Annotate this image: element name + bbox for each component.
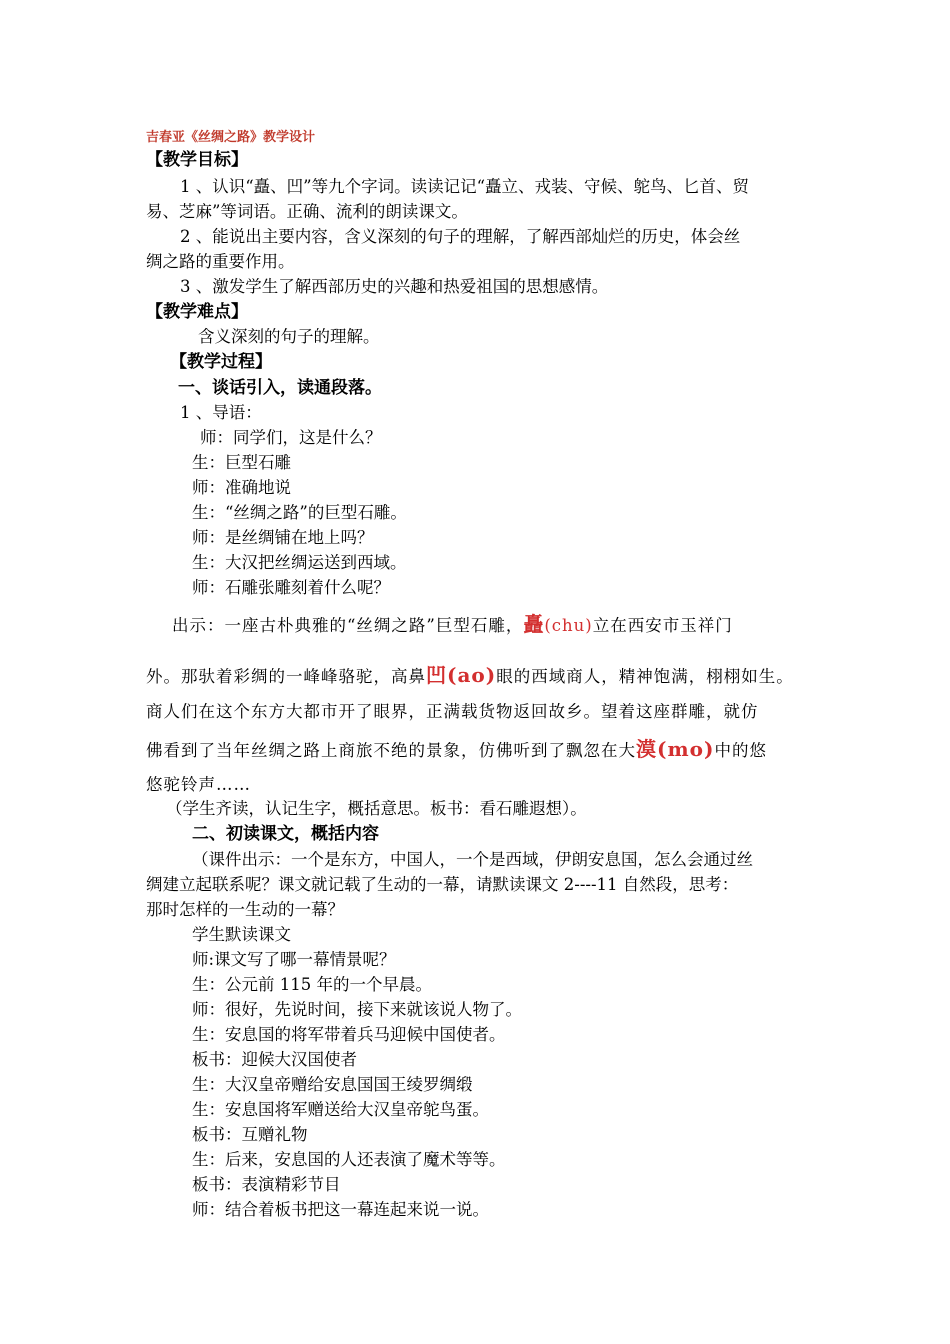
objective-2-line-2: 绸之路的重要作用。 bbox=[146, 252, 295, 271]
part2-line: 师:课文写了哪一幕情景呢？ bbox=[192, 950, 396, 969]
show-text: 眼的西域商人，精神饱满，栩栩如生。 bbox=[496, 667, 794, 686]
highlight-char: 矗 bbox=[523, 612, 545, 636]
dialog-line: 生：巨型石雕 bbox=[192, 453, 291, 472]
highlight-char: 凹 bbox=[426, 663, 447, 687]
show-text: 外。那驮着彩绸的一峰峰骆驼，高鼻 bbox=[146, 667, 426, 686]
show-text: 佛看到了当年丝绸之路上商旅不绝的景象，仿佛听到了飘忽在大 bbox=[146, 741, 636, 760]
part2-line: 师：结合着板书把这一幕连起来说一说。 bbox=[192, 1200, 489, 1219]
section-heading-process: 【教学过程】 bbox=[170, 352, 272, 372]
dialog-line: 生：“丝绸之路”的巨型石雕。 bbox=[192, 503, 407, 522]
dialog-line: 师：是丝绸铺在地上吗？ bbox=[192, 528, 374, 547]
part1-note: （学生齐读，认记生字，概括意思。板书：看石雕遐想）。 bbox=[166, 799, 587, 818]
part2-line: 师：很好，先说时间，接下来就该说人物了。 bbox=[192, 1000, 522, 1019]
show-passage-line-1 bbox=[172, 612, 733, 638]
highlight-char: 漠 bbox=[636, 737, 657, 761]
objective-1-line-2: 易、芝麻”等词语。正确、流利的朗读课文。 bbox=[146, 202, 468, 221]
dialog-line: 师：同学们，这是什么？ bbox=[200, 428, 382, 447]
part1-heading: 一、谈话引入，读通段落。 bbox=[178, 378, 382, 398]
objective-1-line-1: 1 、认识“矗、凹”等九个字词。读读记记“矗立、戎装、守候、鸵鸟、匕首、贸 bbox=[180, 177, 750, 196]
dialog-line: 师：石雕张雕刻着什么呢？ bbox=[192, 578, 390, 597]
part2-line: 生：后来，安息国的人还表演了魔术等等。 bbox=[192, 1150, 506, 1169]
part2-line: 生：公元前 115 年的一个早晨。 bbox=[192, 975, 432, 994]
show-text: 中的悠 bbox=[714, 741, 767, 760]
part2-line: 板书：表演精彩节目 bbox=[192, 1175, 341, 1194]
pinyin: (ao) bbox=[447, 663, 497, 687]
pinyin: (chu) bbox=[544, 616, 593, 635]
show-text: 立在西安市玉祥门 bbox=[592, 616, 733, 635]
difficulty-text: 含义深刻的句子的理解。 bbox=[198, 327, 380, 346]
document-title: 吉春亚《丝绸之路》教学设计 bbox=[146, 130, 316, 145]
part2-intro-line-2: 绸建立起联系呢？课文就记载了生动的一幕，请默读课文 2----11 自然段，思考： bbox=[146, 875, 739, 894]
part2-line: 生：安息国的将军带着兵马迎候中国使者。 bbox=[192, 1025, 506, 1044]
section-heading-objectives: 【教学目标】 bbox=[146, 150, 248, 170]
show-passage-line-4 bbox=[146, 737, 767, 763]
show-passage-line-5: 悠驼铃声…… bbox=[146, 775, 251, 794]
part2-line: 学生默读课文 bbox=[192, 925, 291, 944]
part2-line: 生：大汉皇帝赠给安息国国王绫罗绸缎 bbox=[192, 1075, 473, 1094]
show-passage-line-3: 商人们在这个东方大都市开了眼界，正满载货物返回故乡。望着这座群雕，就仿 bbox=[146, 702, 759, 721]
part1-subheading: 1 、导语： bbox=[180, 403, 262, 422]
part2-line: 板书：迎候大汉国使者 bbox=[192, 1050, 357, 1069]
part2-line: 生：安息国将军赠送给大汉皇帝鸵鸟蛋。 bbox=[192, 1100, 489, 1119]
show-passage-line-2 bbox=[146, 663, 794, 689]
part2-heading: 二、初读课文，概括内容 bbox=[192, 824, 379, 844]
objective-2-line-1: 2 、能说出主要内容，含义深刻的句子的理解，了解西部灿烂的历史，体会丝 bbox=[180, 227, 741, 246]
part2-intro-line-1: （课件出示：一个是东方，中国人，一个是西域，伊朗安息国，怎么会通过丝 bbox=[192, 850, 753, 869]
part2-intro-line-3: 那时怎样的一生动的一幕？ bbox=[146, 900, 344, 919]
part2-line: 板书：互赠礼物 bbox=[192, 1125, 308, 1144]
dialog-line: 师：准确地说 bbox=[192, 478, 291, 497]
dialog-line: 生：大汉把丝绸运送到西域。 bbox=[192, 553, 407, 572]
show-text: 出示：一座古朴典雅的“丝绸之路”巨型石雕， bbox=[172, 616, 524, 635]
pinyin: (mo) bbox=[657, 737, 715, 761]
section-heading-difficulty: 【教学难点】 bbox=[146, 302, 248, 322]
objective-3: 3 、激发学生了解西部历史的兴趣和热爱祖国的思想感情。 bbox=[180, 277, 609, 296]
